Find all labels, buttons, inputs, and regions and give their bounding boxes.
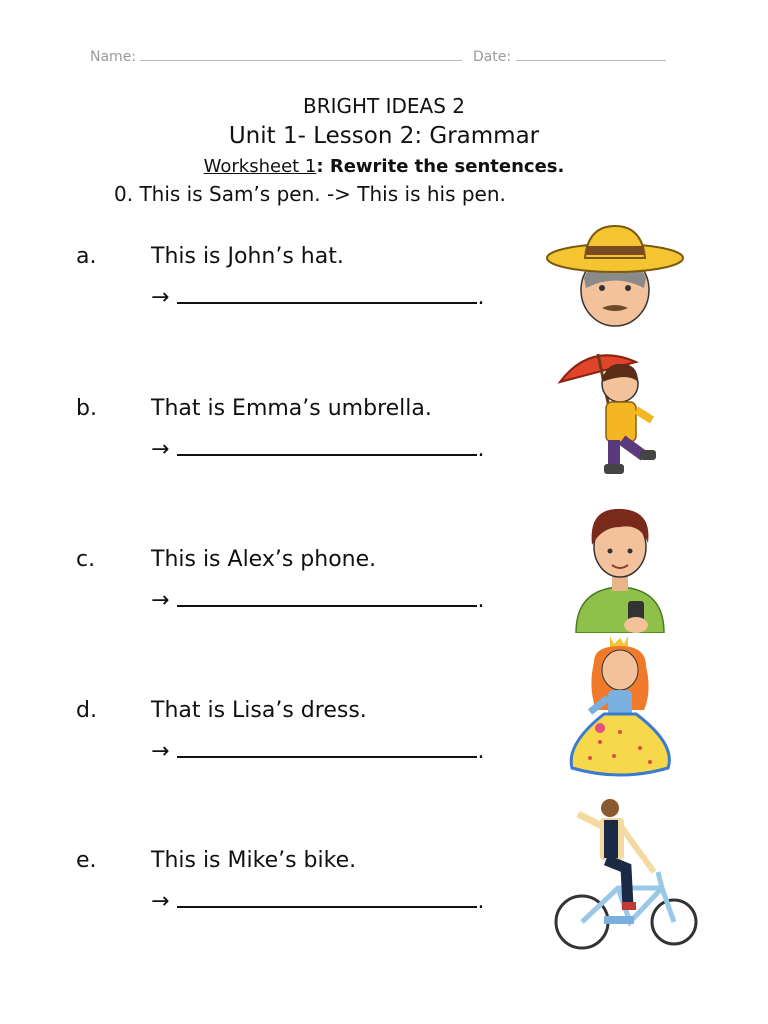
date-label: Date: bbox=[472, 49, 512, 65]
man-on-bike-icon bbox=[550, 798, 700, 958]
answer-row: → . bbox=[151, 282, 484, 310]
item-sentence: This is Alex’s phone. bbox=[151, 547, 377, 572]
item-letter: c. bbox=[76, 547, 96, 572]
item-letter: d. bbox=[76, 698, 97, 723]
item-sentence: This is John’s hat. bbox=[151, 244, 344, 269]
answer-blank[interactable] bbox=[177, 282, 477, 304]
man-with-hat-icon bbox=[540, 218, 690, 338]
answer-blank[interactable] bbox=[177, 585, 477, 607]
date-blank[interactable] bbox=[516, 46, 666, 61]
item-letter: e. bbox=[76, 848, 97, 873]
item-letter: a. bbox=[76, 244, 97, 269]
girl-with-umbrella-icon bbox=[540, 342, 690, 482]
lesson-title: Unit 1- Lesson 2: Grammar bbox=[228, 123, 540, 149]
name-date-line bbox=[90, 46, 680, 65]
answer-blank[interactable] bbox=[177, 736, 477, 758]
answer-row: → . bbox=[151, 434, 484, 462]
worksheet-instruction bbox=[0, 152, 768, 182]
item-sentence: This is Mike’s bike. bbox=[151, 848, 357, 873]
answer-row: → . bbox=[151, 886, 484, 914]
answer-blank[interactable] bbox=[177, 886, 477, 908]
princess-in-dress-icon bbox=[540, 632, 690, 782]
item-sentence: That is Emma’s umbrella. bbox=[151, 396, 432, 421]
book-title: BRIGHT IDEAS 2 bbox=[302, 94, 466, 118]
arrow-icon: → bbox=[151, 889, 170, 914]
example-sentence: 0. This is Sam’s pen. -> This is his pen. bbox=[114, 182, 506, 206]
answer-row: → . bbox=[151, 736, 484, 764]
exercise-item-e bbox=[0, 848, 768, 998]
arrow-icon: → bbox=[151, 437, 170, 462]
name-label: Name: bbox=[90, 49, 137, 65]
arrow-icon: → bbox=[151, 739, 170, 764]
item-sentence: That is Lisa’s dress. bbox=[151, 698, 367, 723]
name-blank[interactable] bbox=[140, 46, 462, 61]
worksheet-label: Worksheet 1 bbox=[203, 156, 317, 177]
title-block bbox=[0, 92, 768, 182]
answer-blank[interactable] bbox=[177, 434, 477, 456]
arrow-icon: → bbox=[151, 588, 170, 613]
worksheet-instruction-text: : Rewrite the sentences. bbox=[316, 156, 565, 177]
arrow-icon: → bbox=[151, 285, 170, 310]
item-letter: b. bbox=[76, 396, 97, 421]
boy-with-phone-icon bbox=[540, 493, 690, 633]
answer-row: → . bbox=[151, 585, 484, 613]
